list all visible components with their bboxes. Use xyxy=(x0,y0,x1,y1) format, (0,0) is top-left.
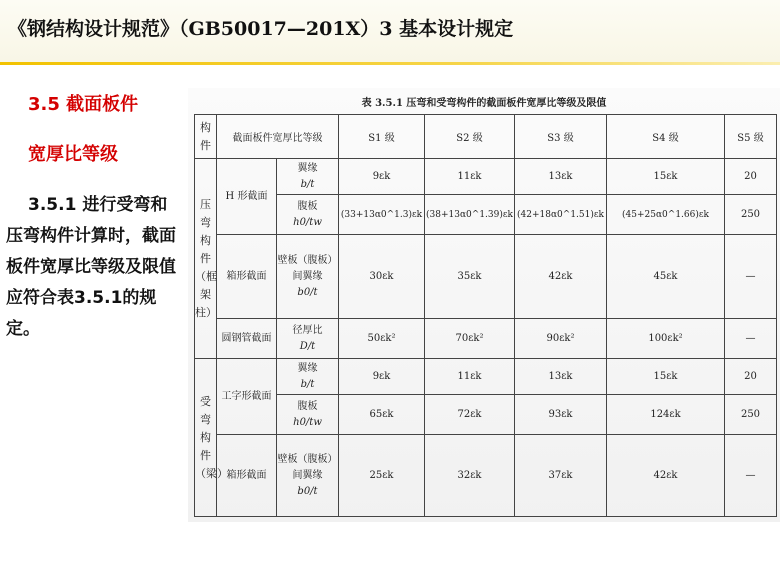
value-cell: (33+13α0^1.3)εk xyxy=(339,195,425,235)
value-cell: 37εk xyxy=(515,435,607,517)
ratio-symbol: b/t xyxy=(300,178,315,190)
value-cell: 9εk xyxy=(339,159,425,195)
header-s2: S2 级 xyxy=(425,115,515,159)
ratio-symbol: h0/tw xyxy=(293,416,322,428)
value-cell: 32εk xyxy=(425,435,515,517)
table-row xyxy=(195,319,777,359)
plate-name: 壁板（腹板）间翼缘 xyxy=(277,453,338,481)
value-cell: 250 xyxy=(725,195,777,235)
value-cell: 70εk² xyxy=(425,319,515,359)
group-compression: 压弯构件（框架柱） xyxy=(195,159,217,359)
plate-cell xyxy=(277,159,339,195)
value-cell: 42εk xyxy=(607,435,725,517)
value-cell: 13εk xyxy=(515,359,607,395)
value-cell: 93εk xyxy=(515,395,607,435)
section-i: 工字形截面 xyxy=(217,359,277,435)
value-cell: 15εk xyxy=(607,159,725,195)
value-cell: 30εk xyxy=(339,235,425,319)
plate-name: 翼缘 xyxy=(297,162,318,174)
value-cell: 45εk xyxy=(607,235,725,319)
table-row xyxy=(195,435,777,517)
section-box: 箱形截面 xyxy=(217,435,277,517)
value-cell: (45+25α0^1.66)εk xyxy=(607,195,725,235)
table-row xyxy=(195,195,777,235)
value-cell: 20 xyxy=(725,359,777,395)
value-cell: — xyxy=(725,235,777,319)
value-cell: 124εk xyxy=(607,395,725,435)
slide-header xyxy=(0,0,780,62)
header-s1: S1 级 xyxy=(339,115,425,159)
section-heading-continued: 宽厚比等级 xyxy=(28,144,118,165)
value-cell: (42+18α0^1.51)εk xyxy=(515,195,607,235)
table-row xyxy=(195,235,777,319)
slide-title: 《钢结构设计规范》（GB50017—201X）3 基本设计规定 xyxy=(8,18,514,40)
value-cell: 72εk xyxy=(425,395,515,435)
plate-name: 腹板 xyxy=(297,400,318,412)
section-heading: 3.5 截面板件 xyxy=(28,94,139,115)
plate-cell xyxy=(277,195,339,235)
ratio-symbol: b/t xyxy=(300,378,315,390)
value-cell: 25εk xyxy=(339,435,425,517)
header-s5: S5 级 xyxy=(725,115,777,159)
value-cell: 50εk² xyxy=(339,319,425,359)
value-cell: 9εk xyxy=(339,359,425,395)
scanned-table-image xyxy=(188,88,780,522)
clause-paragraph: 3.5.1 进行受弯和压弯构件计算时，截面板件宽厚比等级及限值应符合表3.5.1的规定。 xyxy=(6,195,176,339)
value-cell: 90εk² xyxy=(515,319,607,359)
table-row xyxy=(195,359,777,395)
ratio-symbol: D/t xyxy=(299,340,316,352)
header-member: 构件 xyxy=(195,115,217,159)
value-cell: (38+13α0^1.39)εk xyxy=(425,195,515,235)
value-cell: 35εk xyxy=(425,235,515,319)
value-cell: 250 xyxy=(725,395,777,435)
plate-name: 腹板 xyxy=(297,200,318,212)
plate-cell xyxy=(277,395,339,435)
plate-cell xyxy=(277,435,339,517)
plate-name: 翼缘 xyxy=(297,362,318,374)
table-row xyxy=(195,395,777,435)
plate-cell xyxy=(277,235,339,319)
plate-cell xyxy=(277,319,339,359)
value-cell: 15εk xyxy=(607,359,725,395)
ratio-symbol: b0/t xyxy=(297,286,318,298)
value-cell: — xyxy=(725,435,777,517)
value-cell: 11εk xyxy=(425,359,515,395)
group-bending: 受弯构件（梁） xyxy=(195,359,217,517)
header-divider xyxy=(0,62,780,65)
value-cell: 42εk xyxy=(515,235,607,319)
value-cell: 11εk xyxy=(425,159,515,195)
table-row xyxy=(195,159,777,195)
header-ratio-grade: 截面板件宽厚比等级 xyxy=(217,115,339,159)
ratio-symbol: b0/t xyxy=(297,485,318,497)
header-s4: S4 级 xyxy=(607,115,725,159)
plate-name: 壁板（腹板）间翼缘 xyxy=(277,254,338,282)
value-cell: 13εk xyxy=(515,159,607,195)
ratio-symbol: h0/tw xyxy=(293,216,322,228)
table-header-row xyxy=(195,115,777,159)
section-tube: 圆钢管截面 xyxy=(217,319,277,359)
width-thickness-table xyxy=(194,114,777,517)
plate-name: 径厚比 xyxy=(292,324,323,336)
header-s3: S3 级 xyxy=(515,115,607,159)
value-cell: 65εk xyxy=(339,395,425,435)
section-h: H 形截面 xyxy=(217,159,277,235)
table-caption: 表 3.5.1 压弯和受弯构件的截面板件宽厚比等级及限值 xyxy=(361,98,607,109)
section-box: 箱形截面 xyxy=(217,235,277,319)
value-cell: 100εk² xyxy=(607,319,725,359)
value-cell: 20 xyxy=(725,159,777,195)
plate-cell xyxy=(277,359,339,395)
value-cell: — xyxy=(725,319,777,359)
